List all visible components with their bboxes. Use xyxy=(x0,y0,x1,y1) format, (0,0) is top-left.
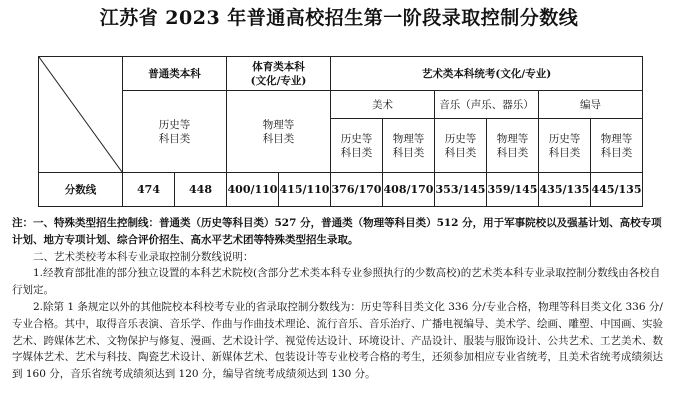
arts-subgroup-fine-arts: 美术 xyxy=(331,91,435,119)
arts-subgroup-directing: 编导 xyxy=(539,91,643,119)
score-cell: 408/170 xyxy=(383,173,435,207)
page-title: 江苏省 2023 年普通高校招生第一阶段录取控制分数线 xyxy=(99,7,579,29)
row-label: 分数线 xyxy=(39,173,123,207)
score-cell: 445/135 xyxy=(591,173,643,207)
note-special-text: 一、特殊类型招生控制线：普通类（历史等科目类）527 分，普通类（物理等科目类）512 分，用于军事院校以及强基计划、高校专项计划、地方专项计划、综合评价招生、高水平艺术团等特殊类型招生录取。 xyxy=(12,217,662,246)
score-cell: 400/110 xyxy=(227,173,279,207)
col-header: 物理等 科目类 xyxy=(591,119,643,173)
col-header: 历史等 科目类 xyxy=(123,91,227,173)
col-header: 物理等 科目类 xyxy=(383,119,435,173)
score-cell: 415/110 xyxy=(279,173,331,207)
note-prefix: 注： xyxy=(12,217,33,229)
col-header: 历史等 科目类 xyxy=(331,119,383,173)
note-arts-heading: 二、艺术类校考本科专业录取控制分数线说明： xyxy=(33,250,254,263)
score-cell: 474 xyxy=(123,173,175,207)
note-special-lines xyxy=(12,215,668,249)
diagonal-header-cell xyxy=(39,57,123,173)
diagonal-line xyxy=(39,57,122,172)
group-sports: 体育类本科 (文化/专业) xyxy=(227,57,331,91)
score-cell: 435/135 xyxy=(539,173,591,207)
score-cell: 353/145 xyxy=(435,173,487,207)
score-table xyxy=(38,56,643,207)
arts-subgroup-music: 音乐（声乐、器乐） xyxy=(435,91,539,119)
note-arts-item-1: 1.经教育部批准的部分独立设置的本科艺术院校(含部分艺术类本科专业参照执行的少数高校)的艺术类本科专业录取控制分数线由各校自行划定。 xyxy=(12,267,661,297)
col-header: 历史等 科目类 xyxy=(435,119,487,173)
group-general: 普通类本科 xyxy=(123,57,227,91)
col-header: 历史等 科目类 xyxy=(539,119,591,173)
score-cell: 359/145 xyxy=(487,173,539,207)
group-arts: 艺术类本科统考(文化/专业) xyxy=(331,57,643,91)
notes-section xyxy=(12,215,668,383)
col-header: 物理等 科目类 xyxy=(227,91,331,173)
note-arts-item-2: 2.除第 1 条规定以外的其他院校本科校考专业的省录取控制分数线为：历史等科目类文化 336 分/专业合格，物理等科目类文化 336 分/专业合格。其中，取得音乐表演、音乐学、作曲与作曲技术理论、流行音乐、音乐治疗、广播电视编导、美术学、绘画、雕塑、中国画、实验艺术、跨媒体艺术、文物保护与修复、漫画、艺术设计学、视觉传达设计、环境设计、产品设计、服装与服饰设计、公共艺术、工艺美术、数字媒体艺术、艺术与科技、陶瓷艺术设计、新媒体艺术、包装设计等专业校考合格的考生，还须参加相应专业省统考，且美术省统考成绩须达到 160 分，音乐省统考成绩须达到 120 分，编导省统考成绩须达到 130 分。 xyxy=(12,300,663,381)
score-cell: 448 xyxy=(175,173,227,207)
score-cell: 376/170 xyxy=(331,173,383,207)
col-header: 物理等 科目类 xyxy=(487,119,539,173)
